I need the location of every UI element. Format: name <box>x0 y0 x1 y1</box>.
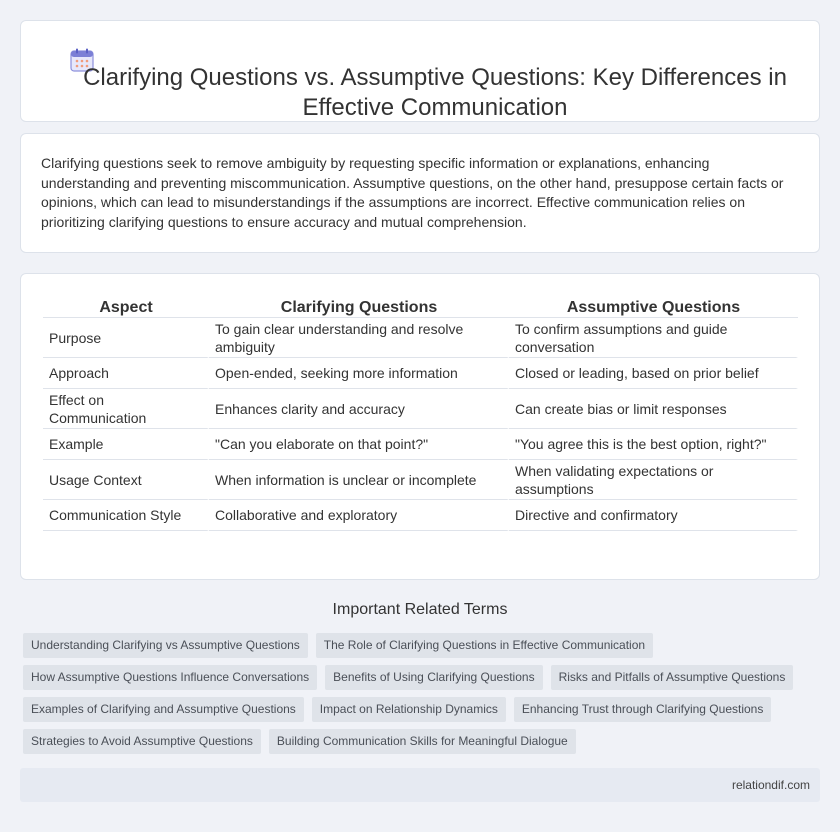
table-row <box>43 389 798 429</box>
related-tag[interactable]: Risks and Pitfalls of Assumptive Questions <box>551 665 794 690</box>
table-cell: Closed or leading, based on prior belief <box>509 358 798 389</box>
table-cell: Effect on Communication <box>43 389 209 429</box>
related-tag[interactable]: Enhancing Trust through Clarifying Questions <box>514 697 771 722</box>
table-row <box>43 500 798 531</box>
related-tag[interactable]: Strategies to Avoid Assumptive Questions <box>23 729 261 754</box>
related-tags-row <box>23 665 793 690</box>
table-cell: "Can you elaborate on that point?" <box>209 429 509 460</box>
intro-text: Clarifying questions seek to remove ambiguity by requesting specific information or explanations, enhancing understanding and preventing miscommunication. Assumptive questions, on the other hand, presuppose certain facts or opinions, which can lead to misunderstandings if the assumptions are incorrect. Effective communication relies on prioritizing clarifying questions to ensure accuracy and mutual comprehension. <box>41 155 784 230</box>
header-assumptive: Assumptive Questions <box>509 294 798 318</box>
table-cell: Approach <box>43 358 209 389</box>
related-tag[interactable]: Understanding Clarifying vs Assumptive Questions <box>23 633 308 658</box>
intro-card <box>20 133 820 253</box>
table-cell: "You agree this is the best option, right?" <box>509 429 798 460</box>
related-tags-row <box>23 729 576 754</box>
page-title: Clarifying Questions vs. Assumptive Questions: Key Differences in Effective Communication <box>83 64 787 121</box>
table-cell: When validating expectations or assumptions <box>509 460 798 500</box>
table-cell: To gain clear understanding and resolve ambiguity <box>209 318 509 358</box>
related-tag[interactable]: Benefits of Using Clarifying Questions <box>325 665 542 690</box>
related-terms-heading: Important Related Terms <box>332 601 508 618</box>
title-card <box>20 20 820 122</box>
table-cell: Communication Style <box>43 500 209 531</box>
table-cell: When information is unclear or incomplete <box>209 460 509 500</box>
table-cell: Example <box>43 429 209 460</box>
related-tag[interactable]: Building Communication Skills for Meaningful Dialogue <box>269 729 576 754</box>
header-aspect: Aspect <box>43 294 209 318</box>
related-tag[interactable]: Examples of Clarifying and Assumptive Questions <box>23 697 304 722</box>
footer <box>20 768 820 802</box>
related-tags-row <box>23 633 653 658</box>
table-cell: Usage Context <box>43 460 209 500</box>
table-row <box>43 460 798 500</box>
table-cell: Open-ended, seeking more information <box>209 358 509 389</box>
footer-site-link[interactable]: relationdif.com <box>731 778 810 792</box>
comparison-table-card <box>20 273 820 580</box>
table-cell: To confirm assumptions and guide conversation <box>509 318 798 358</box>
related-tags-row <box>23 697 771 722</box>
table-row <box>43 358 798 389</box>
table-cell: Collaborative and exploratory <box>209 500 509 531</box>
related-tag[interactable]: The Role of Clarifying Questions in Effective Communication <box>316 633 653 658</box>
comparison-table <box>43 294 798 531</box>
table-cell: Can create bias or limit responses <box>509 389 798 429</box>
table-cell: Directive and confirmatory <box>509 500 798 531</box>
table-cell: Enhances clarity and accuracy <box>209 389 509 429</box>
related-tag[interactable]: How Assumptive Questions Influence Conversations <box>23 665 317 690</box>
table-cell: Purpose <box>43 318 209 358</box>
related-tag[interactable]: Impact on Relationship Dynamics <box>312 697 506 722</box>
table-row <box>43 318 798 358</box>
header-clarifying: Clarifying Questions <box>209 294 509 318</box>
table-row <box>43 429 798 460</box>
table-header-row <box>43 294 798 318</box>
